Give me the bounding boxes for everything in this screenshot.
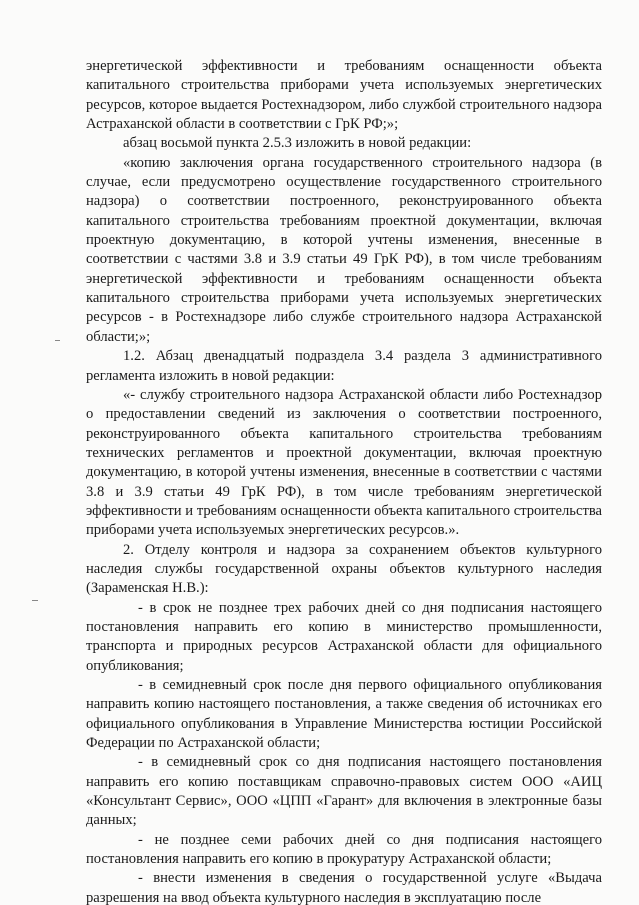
document-body: [86, 57, 602, 905]
list-item: - в срок не позднее трех рабочих дней со дня подписания настоящего постановления направить его копию в министерство промышленности, транспорта и природных ресурсов Астраханской области для официального опубликования;: [86, 599, 602, 674]
paragraph: 1.2. Абзац двенадцатый подраздела 3.4 раздела 3 административного регламента изложить в новой редакции:: [86, 348, 602, 384]
paragraph: «- службу строительного надзора Астраханской области либо Ростехнадзор о предоставлении сведений из заключения о соответствии построенного, реконструированного объекта капитального строительства требованиям технических регламентов и проектной документации, включая проектную документацию, в которой учтены изменения, внесенные в соответствии с частями 3.8 и 3.9 статьи 49 ГрК РФ), в том числе требованиям энергетической эффективности и требованиям оснащенности объекта капитального строительства приборами учета используемых энергетических ресурсов.».: [86, 386, 602, 539]
list-item: - в семидневный срок после дня первого официального опубликования направить копию настоящего постановления, а также сведения об источниках его официального опубликования в Управление Министерства юстиции Российской Федерации по Астраханской области;: [86, 677, 602, 752]
paragraph: абзац восьмой пункта 2.5.3 изложить в новой редакции:: [123, 135, 472, 152]
scan-artifact-mark: [32, 600, 38, 601]
paragraph: «копию заключения органа государственного строительного надзора (в случае, если предусмотрено осуществление государственного строительного надзора) о соответствии построенного, реконструированного объекта капитального строительства требованиям проектной документации, включая проектную документацию, в которой учтены изменения, внесенные в соответствии с частями 3.8 и 3.9 статьи 49 ГрК РФ), в том числе требованиям энергетической эффективности и требованиям оснащенности объекта капитального строительства приборами учета используемых энергетических ресурсов - в Ростехнадзоре либо службе строительного надзора Астраханской области;»;: [86, 154, 602, 345]
list-item: - не позднее семи рабочих дней со дня подписания настоящего постановления направить его копию в прокуратуру Астраханской области;: [86, 831, 602, 868]
list-item: - в семидневный срок со дня подписания настоящего постановления направить его копию поставщикам справочно-правовых систем ООО «АИЦ «Консультант Сервис», ООО «ЦПП «Гарант» для включения в электронные базы данных;: [86, 754, 602, 829]
scan-artifact-mark: [55, 340, 60, 341]
paragraph: 2. Отделу контроля и надзора за сохранением объектов культурного наследия службы государственной охраны объектов культурного наследия (Зараменская Н.В.):: [86, 541, 602, 597]
paragraph: энергетической эффективности и требованиям оснащенности объекта капитального строительства приборами учета используемых энергетических ресурсов, которое выдается Ростехнадзором, либо службой строительного надзора Астраханской области в соответствии с ГрК РФ;»;: [86, 58, 602, 133]
list-item: - внести изменения в сведения о государственной услуге «Выдача разрешения на ввод объекта культурного наследия в эксплуатацию после: [86, 870, 602, 905]
